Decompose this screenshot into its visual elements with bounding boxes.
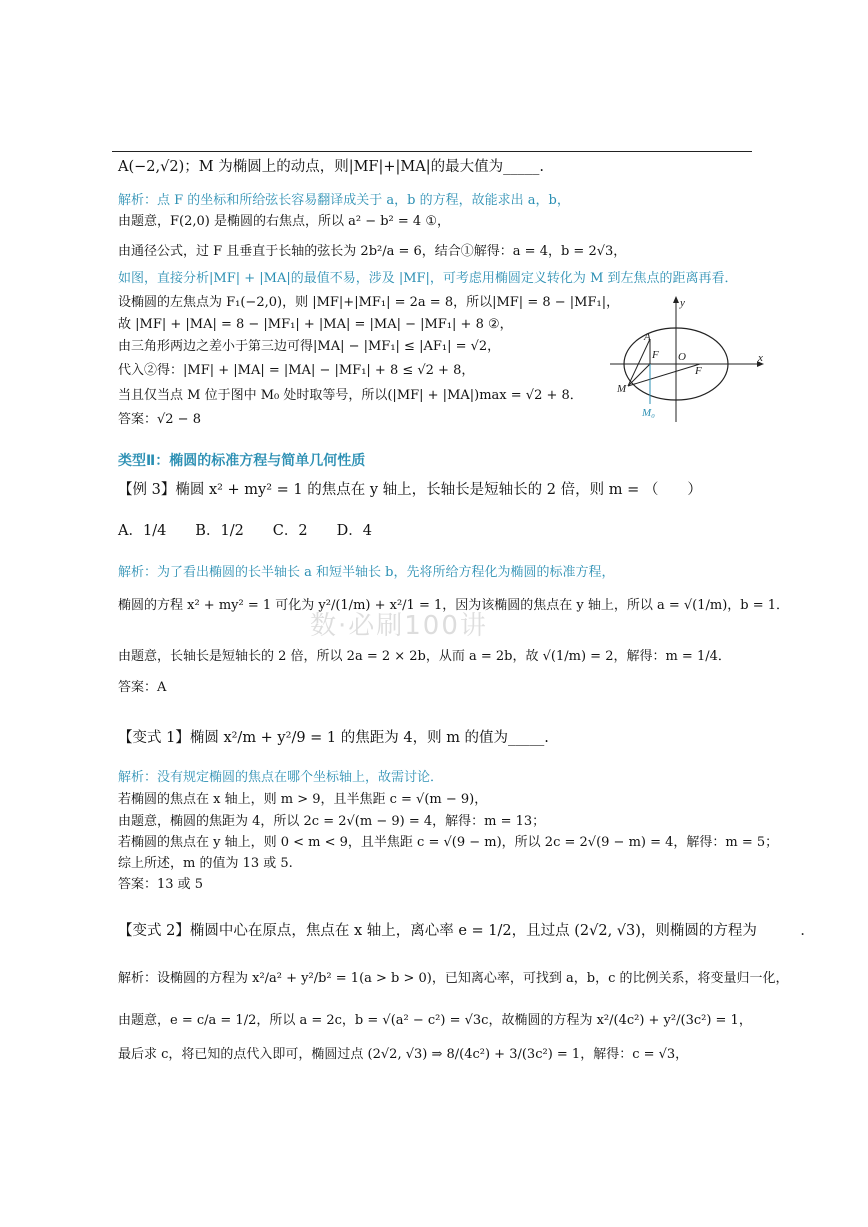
variant-1-solution-line-1: 解析：没有规定椭圆的焦点在哪个坐标轴上，故需讨论．: [118, 770, 444, 785]
section-2-title: 类型Ⅱ：椭圆的标准方程与简单几何性质: [118, 453, 366, 469]
variant-1-solution-line-4: 若椭圆的焦点在 y 轴上，则 0 < m < 9，且半焦距 c = √(9 − m)，所以 2c = 2√(9 − m) = 4，解得：m = 5；: [118, 835, 779, 850]
example-3-question: 【例 3】椭圆 x² + my² = 1 的焦点在 y 轴上，长轴长是短轴长的 2 倍，则 m = （ ）: [118, 482, 702, 498]
problem-line: A(−2,√2)；M 为椭圆上的动点，则|MF|+|MA|的最大值为_____.: [118, 159, 544, 175]
top-divider: [112, 151, 752, 152]
variant-1-question: 【变式 1】椭圆 x²/m + y²/9 = 1 的焦距为 4，则 m 的值为_____.: [118, 730, 549, 746]
example-3-options: A．1/4 B．1/2 C．2 D．4: [118, 523, 372, 539]
solution-1-answer: 答案：√2 − 8: [118, 412, 201, 427]
solution-1-line-6: 故 |MF| + |MA| = 8 − |MF₁| + |MA| = |MA| − |MF₁| + 8 ②，: [118, 317, 513, 332]
y-axis-arrow: [673, 296, 679, 303]
variant-2-solution-line-2: 由题意，e = c/a = 1/2，所以 a = 2c，b = √(a² − c²) = √3c，故椭圆的方程为 x²/(4c²) + y²/(3c²) = 1，: [118, 1013, 752, 1028]
solution-1-line-2: 由题意，F(2,0) 是椭圆的右焦点，所以 a² − b² = 4 ①，: [118, 214, 450, 229]
ellipse-diagram: [608, 292, 768, 427]
example-3-answer: 答案：A: [118, 680, 167, 695]
label-M: M: [617, 383, 627, 395]
solution-1-line-9: 当且仅当点 M 位于图中 M₀ 处时取等号，所以(|MF| + |MA|)max = √2 + 8．: [118, 388, 583, 403]
solution-1-line-3: 由通径公式，过 F 且垂直于长轴的弦长为 2b²/a = 6，结合①解得：a = 4，b = 2√3，: [118, 244, 627, 259]
label-x: x: [758, 352, 763, 364]
label-O: O: [678, 351, 686, 363]
solution-1-line-1: 解析：点 F 的坐标和所给弦长容易翻译成关于 a，b 的方程，故能求出 a，b，: [118, 193, 570, 208]
variant-2-solution-line-3: 最后求 c，将已知的点代入即可，椭圆过点 (2√2, √3) ⇒ 8/(4c²) + 3/(3c²) = 1，解得：c = √3，: [118, 1047, 689, 1062]
variant-2-solution-line-1: 解析：设椭圆的方程为 x²/a² + y²/b² = 1(a > b > 0)，已知离心率，可找到 a，b，c 的比例关系，将变量归一化，: [118, 971, 789, 986]
example-3-solution-line-3: 由题意，长轴长是短轴长的 2 倍，所以 2a = 2 × 2b，从而 a = 2b，故 √(1/m) = 2，解得：m = 1/4．: [118, 649, 731, 664]
solution-1-line-8: 代入②得：|MF| + |MA| = |MA| − |MF₁| + 8 ≤ √2 + 8，: [118, 363, 475, 378]
label-M0: M₀: [642, 407, 655, 419]
variant-1-solution-line-5: 综上所述，m 的值为 13 或 5.: [118, 856, 293, 871]
label-F: F: [695, 365, 702, 377]
watermark: 数·必刷100讲: [310, 611, 488, 641]
label-F1: F: [652, 349, 659, 361]
label-y: y: [680, 297, 685, 309]
variant-2-question: 【变式 2】椭圆中心在原点，焦点在 x 轴上，离心率 e = 1/2，且过点 (2√2, √3)，则椭圆的方程为 ．: [118, 923, 815, 939]
solution-1-line-5: 设椭圆的左焦点为 F₁(−2,0)，则 |MF|+|MF₁| = 2a = 8，所以|MF| = 8 − |MF₁|，: [118, 295, 620, 310]
variant-1-solution-line-3: 由题意，椭圆的焦距为 4，所以 2c = 2√(m − 9) = 4，解得：m = 13；: [118, 814, 546, 829]
variant-1-answer: 答案：13 或 5: [118, 877, 204, 892]
label-A: A: [644, 331, 651, 343]
example-3-solution-line-1: 解析：为了看出椭圆的长半轴长 a 和短半轴长 b，先将所给方程化为椭圆的标准方程，: [118, 565, 615, 580]
solution-1-line-4: 如图，直接分析|MF| + |MA|的最值不易，涉及 |MF|，可考虑用椭圆定义转化为 M 到左焦点的距离再看．: [118, 271, 738, 286]
solution-1-line-7: 由三角形两边之差小于第三边可得|MA| − |MF₁| ≤ |AF₁| = √2，: [118, 339, 501, 354]
variant-1-solution-line-2: 若椭圆的焦点在 x 轴上，则 m > 9，且半焦距 c = √(m − 9)，: [118, 792, 488, 807]
example-3-solution-line-2: 椭圆的方程 x² + my² = 1 可化为 y²/(1/m) + x²/1 = 1，因为该椭圆的焦点在 y 轴上，所以 a = √(1/m)，b = 1．: [118, 598, 790, 613]
